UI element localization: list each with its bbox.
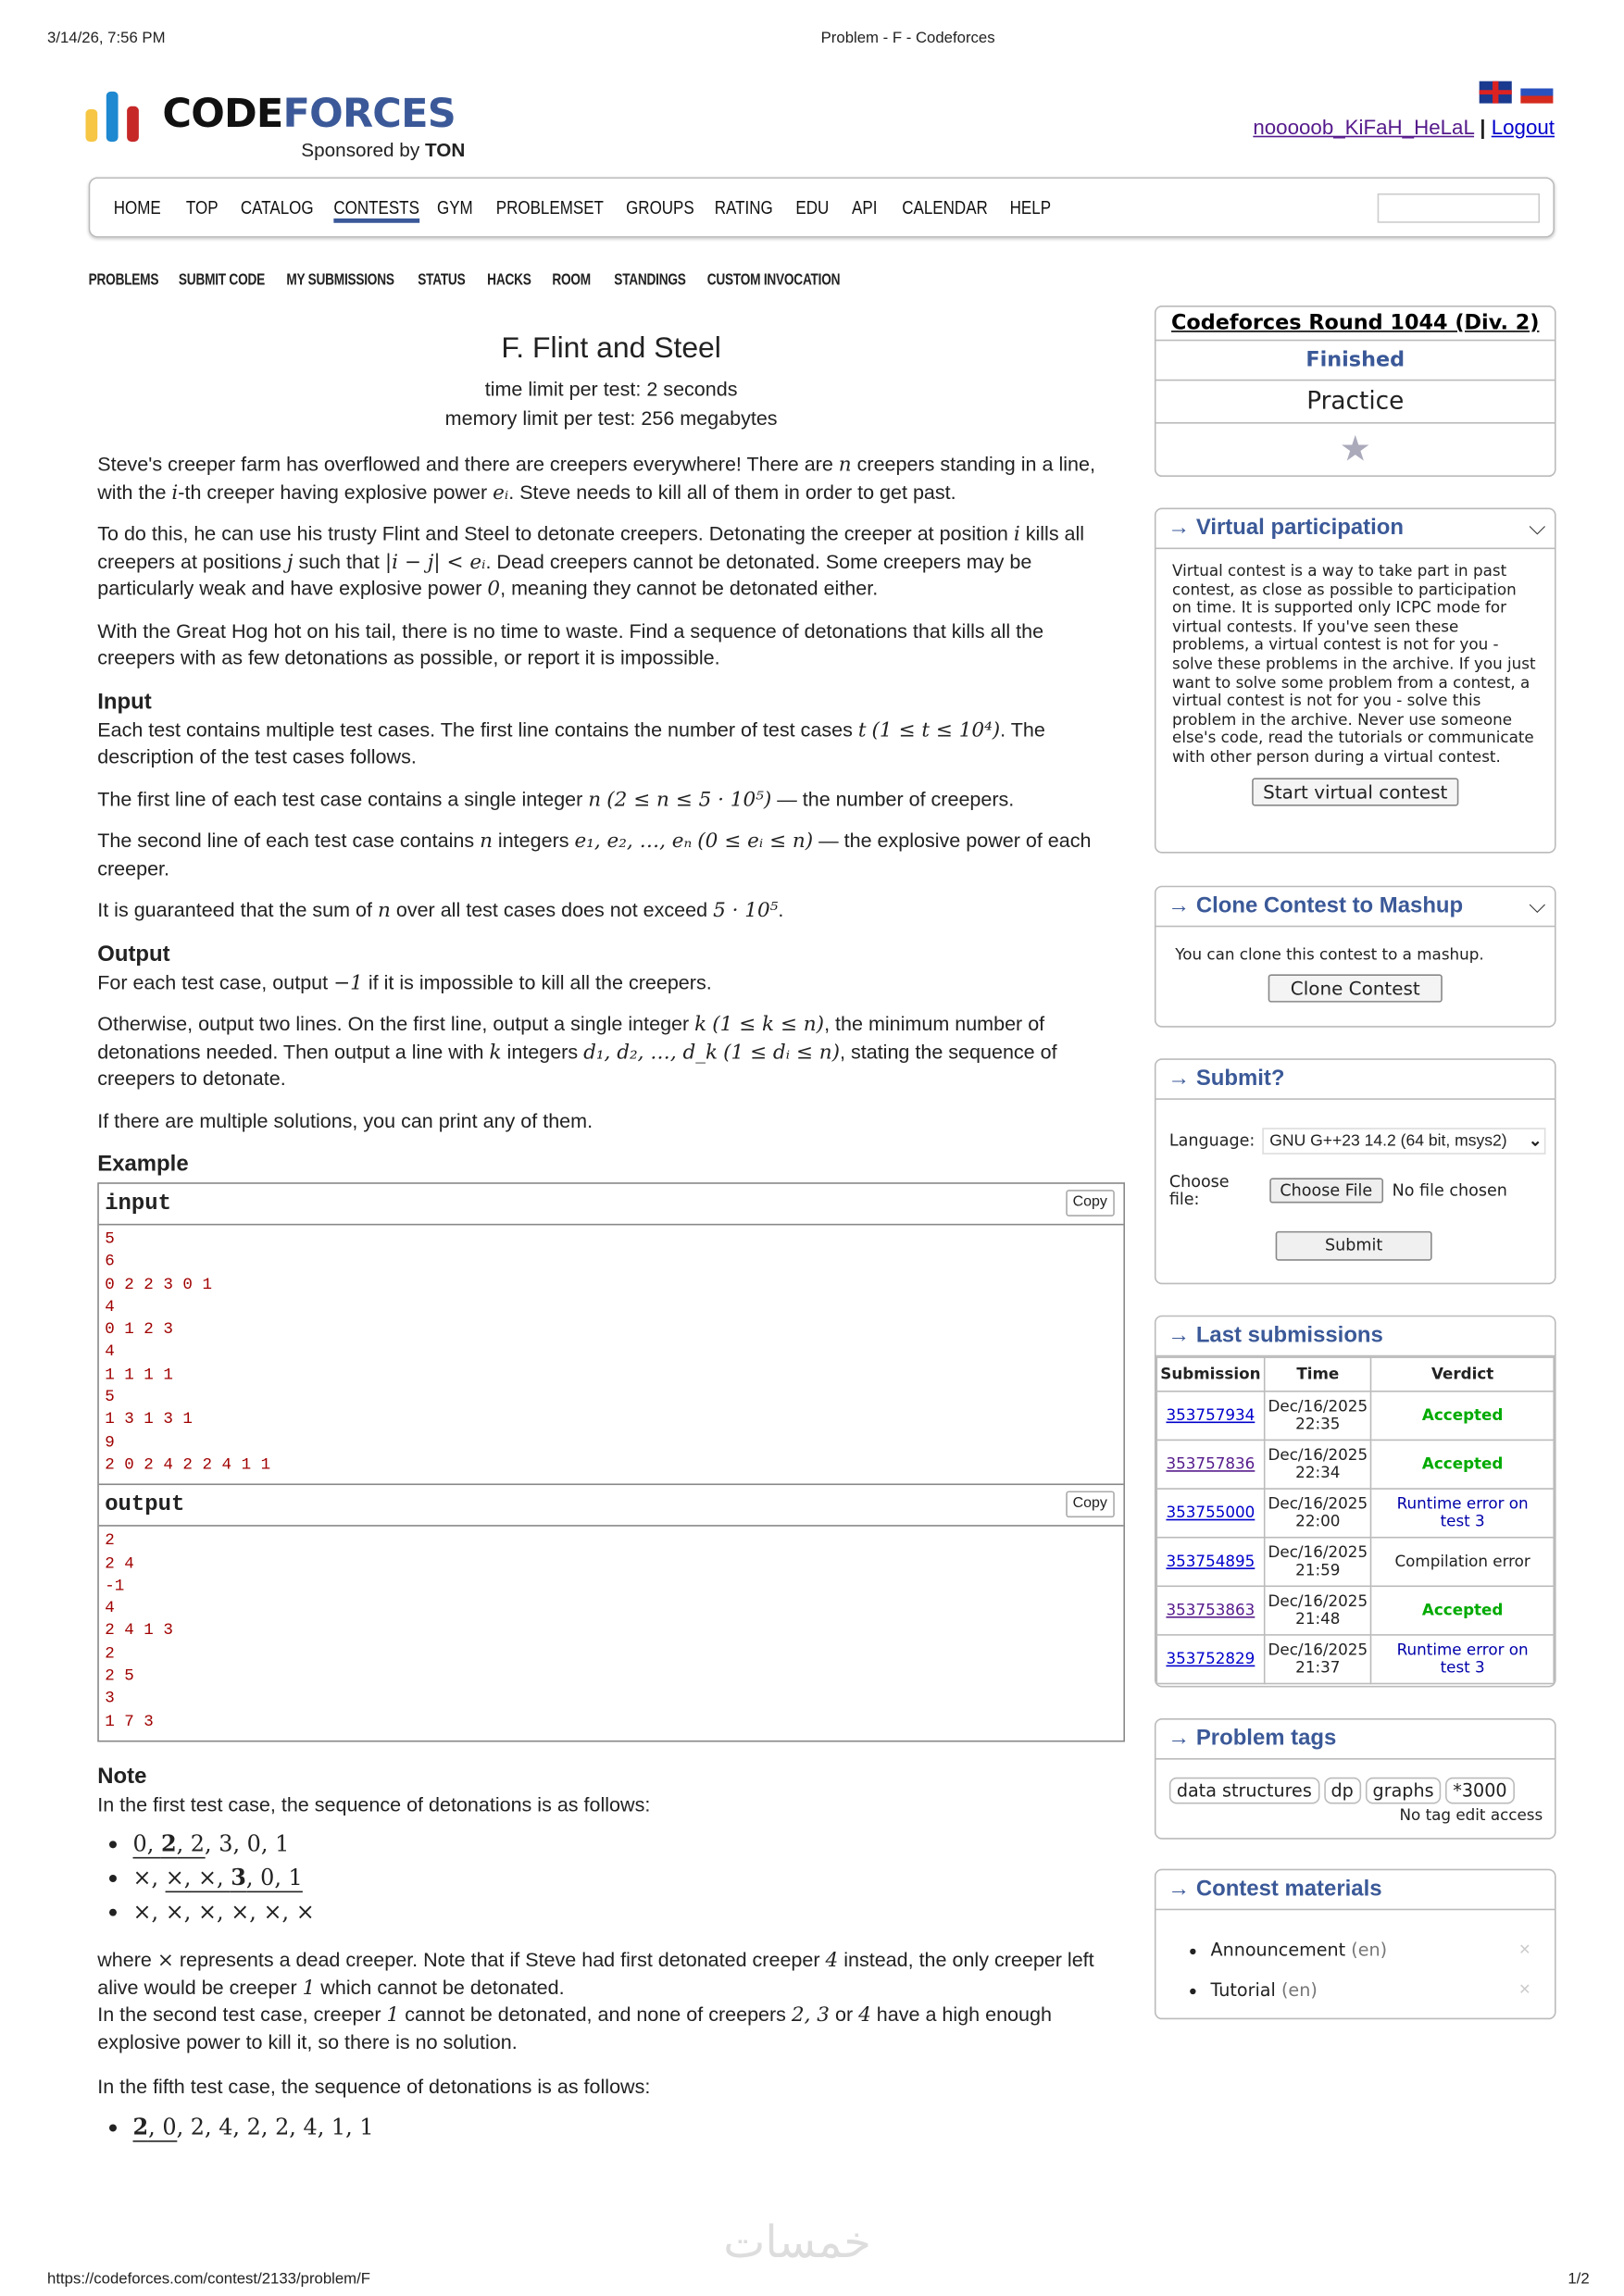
logo-wordmark: CODEFORCES (162, 91, 456, 138)
text-run: . The description of the test cases follows. (97, 718, 1045, 768)
text-run: instead, the only creeper left alive would be creeper (97, 1949, 1094, 1999)
close-icon[interactable]: ✕ (1518, 1942, 1531, 1959)
statement-paragraph (97, 969, 1125, 996)
tag-dp[interactable]: dp (1324, 1778, 1361, 1804)
verdict-acc: Accepted (1421, 1406, 1504, 1425)
math-expr: eᵢ (493, 480, 509, 505)
text-run: where (97, 1949, 157, 1972)
sequence-part: , 0 (148, 2114, 177, 2140)
submission-cell (1156, 1440, 1264, 1489)
virtual-text: Virtual contest is a way to take part in past contest, as close as possible to participation on time. It is supported only ICPC mode for virtual contests. If you've seen these problems, a virtual contest is not for you - solve these problems in the archive. If you just want to solve some problem from a contest, a virtual contest is not for you - solve this problem in the archive. Never use someone else's code, read the tutorials or communicate with other person during a virtual contest. (1172, 562, 1536, 767)
material-lang: (en) (1280, 1979, 1318, 2001)
input-heading: Input (97, 688, 152, 714)
text-run: creepers standing in a line, with the (97, 453, 1095, 503)
submissions-table (1156, 1356, 1555, 1684)
submission-link[interactable]: 353757836 (1166, 1454, 1255, 1473)
print-url: https://codeforces.com/contest/2133/problem/F (47, 2270, 370, 2289)
text-run: In the first test case, the sequence of detonations is as follows: (97, 1793, 651, 1816)
time-limit: time limit per test: 2 seconds (484, 378, 738, 401)
math-expr: j (286, 549, 294, 574)
time-cell (1265, 1586, 1372, 1635)
submission-link[interactable]: 353757934 (1166, 1406, 1255, 1425)
virtual-title: Virtual participation (1195, 515, 1404, 541)
math-expr: (0 ≤ eᵢ ≤ n) (697, 830, 814, 854)
search-input[interactable] (1378, 193, 1540, 223)
math-expr: t (857, 718, 867, 742)
contest-name-link[interactable]: Codeforces Round 1044 (Div. 2) (1171, 311, 1540, 335)
column-header: Time (1265, 1357, 1372, 1391)
main-menu (89, 177, 1555, 237)
last-submissions-box: → Last submissions Submission Time Verdict 353757934 Dec/16/2025 22:35 Accepted 353757836 Dec/16/2025 22:34 Accepted 353755000 Dec/16/2025 22:00 Runtime error on test 3 353754895 Dec/16/2025 21:59 Compilation error 353753863 Dec/16/2025 21:48 Accepted 353752829 Dec/16/2025 21:37 Runtime error on test 3 (1155, 1316, 1556, 1688)
problem-tags-box: → Problem tags data structures dp graphs *3000 No tag edit access (1155, 1718, 1556, 1840)
sample-output-header: output Copy (99, 1485, 1124, 1527)
close-icon[interactable]: ✕ (1518, 1982, 1531, 1999)
subnav-room[interactable]: ROOM (552, 271, 591, 290)
submission-cell (1156, 1391, 1264, 1441)
subnav-status[interactable]: STATUS (418, 271, 466, 290)
submit-box: → Submit? Language: GNU G++23 14.2 (64 bit, msys2) ⌄ Choose file: Choose File No file chosen Submit (1155, 1058, 1556, 1284)
submission-date: Dec/16/2025 (1268, 1641, 1368, 1659)
text-run: . (778, 899, 784, 921)
subnav-hacks[interactable]: HACKS (487, 271, 531, 290)
sample-line: -1 (105, 1578, 125, 1596)
print-page: 1/2 (1568, 2270, 1590, 2289)
text-run: kills all creepers at positions (97, 522, 1085, 572)
text-run: Steve's creeper farm has overflowed and there are creepers everywhere! There are (97, 453, 839, 476)
sample-line: 4 (105, 1343, 115, 1362)
sequence-part: 2 (132, 2114, 149, 2140)
sample-line: 2 (105, 1532, 115, 1551)
material-item (1210, 1931, 1555, 1971)
sample-line: 4 (105, 1298, 115, 1317)
text-run: integers (492, 830, 575, 853)
math-expr: n (480, 830, 493, 854)
math-expr: |i − j| < eᵢ (384, 549, 486, 574)
tag--3000[interactable]: *3000 (1445, 1778, 1514, 1804)
submission-cell (1156, 1635, 1264, 1684)
statement-paragraph (97, 897, 1125, 924)
submission-date: Dec/16/2025 (1268, 1591, 1368, 1610)
table-row (1156, 1440, 1554, 1489)
tag-graphs[interactable]: graphs (1366, 1778, 1442, 1804)
text-run: have a high enough explosive power to kill it, so there is no solution. (97, 2003, 1052, 2053)
choose-file-button[interactable]: Choose File (1269, 1178, 1382, 1203)
statement-paragraph (97, 521, 1125, 603)
column-header: Verdict (1371, 1357, 1554, 1391)
nav-help[interactable]: HELP (1009, 196, 1052, 218)
output-heading: Output (97, 941, 170, 967)
subnav-submit-code[interactable]: SUBMIT CODE (178, 271, 265, 290)
text-run: , the minimum number of detonations needed. Then output a line with (97, 1012, 1045, 1063)
table-row (1156, 1489, 1554, 1538)
language-value: GNU G++23 14.2 (64 bit, msys2) (1269, 1131, 1507, 1151)
problem-tags-title: Problem tags (1195, 1725, 1337, 1752)
statement-paragraph (97, 452, 1125, 506)
submission-cell (1156, 1586, 1264, 1635)
verdict-rte: Runtime error on test 3 (1396, 1641, 1529, 1678)
text-run: For each test case, output (97, 970, 334, 993)
text-run: With the Great Hog hot on his tail, there is no time to waste. Find a sequence of detonations that kills all the creepers with as few detonations as possible, or report it is impossible. (97, 618, 1044, 669)
submission-time: 22:35 (1295, 1416, 1341, 1434)
clone-title: Clone Contest to Mashup (1195, 892, 1464, 918)
sample-line: 2 (105, 1645, 115, 1664)
verdict-cell (1371, 1391, 1554, 1441)
watermark: خمسات (723, 2216, 871, 2269)
material-link[interactable]: Announcement (1210, 1940, 1346, 1961)
text-run: . Dead creepers cannot be detonated. Some creepers may be particularly weak and have explosive power (97, 549, 1032, 600)
sample-input (99, 1225, 1124, 1485)
nav-top[interactable]: TOP (185, 196, 219, 218)
verdict-acc: Accepted (1421, 1454, 1504, 1473)
print-title: Problem - F - Codeforces (820, 29, 995, 48)
star-icon[interactable]: ★ (1339, 428, 1371, 470)
verdict-cell (1371, 1489, 1554, 1538)
submission-date: Dec/16/2025 (1268, 1445, 1368, 1464)
sequence-part: 3 (231, 1865, 246, 1892)
submission-time: 22:00 (1295, 1513, 1341, 1531)
submission-date: Dec/16/2025 (1268, 1397, 1368, 1416)
verdict-cell (1371, 1635, 1554, 1684)
note-heading: Note (97, 1764, 147, 1790)
sample-line: 1 1 1 1 (105, 1366, 173, 1385)
text-run: integers (501, 1040, 584, 1063)
text-run: if it is impossible to kill all the creepers. (362, 970, 712, 993)
sequence-part: , 3, 0, 1 (205, 1830, 290, 1858)
verdict-acc: Accepted (1421, 1601, 1504, 1619)
text-run: or (830, 2003, 859, 2027)
math-expr: (1 ≤ dᵢ ≤ n) (723, 1040, 841, 1064)
math-expr: × (156, 1949, 174, 1973)
sample-line: 1 7 3 (105, 1713, 154, 1731)
last-submissions-title: Last submissions (1195, 1322, 1383, 1348)
column-header: Submission (1156, 1357, 1264, 1391)
text-run: cannot be detonated, and none of creepers (399, 2003, 792, 2027)
text-run: Otherwise, output two lines. On the first line, output a single integer (97, 1012, 695, 1035)
statement-paragraph (97, 1108, 1125, 1135)
submission-link[interactable]: 353754895 (1166, 1553, 1255, 1571)
material-item (1210, 1971, 1555, 2011)
sample-line: 0 2 2 3 0 1 (105, 1276, 213, 1294)
table-row (1156, 1586, 1554, 1635)
sample-input-header: input Copy (99, 1184, 1124, 1226)
file-label: Choose file: (1168, 1172, 1230, 1209)
sample-line: 5 (105, 1389, 115, 1407)
verdict-cell (1371, 1586, 1554, 1635)
time-cell (1265, 1391, 1372, 1441)
math-expr: 1 (386, 2003, 400, 2028)
sample-line: 5 (105, 1230, 115, 1249)
text-run: , meaning they cannot be detonated either. (500, 577, 879, 600)
user-links (0, 115, 1555, 139)
sequence-part: 0, (132, 1830, 161, 1858)
math-expr: n (588, 787, 602, 812)
sequence-part: , 2, 4, 2, 2, 4, 1, 1 (176, 2114, 374, 2140)
text-run: Each test contains multiple test cases. The first line contains the number of test cases (97, 718, 858, 741)
contest-mode: Practice (1156, 381, 1555, 423)
note-sequence-item (133, 2111, 1126, 2145)
subnav-custom-invocation[interactable]: CUSTOM INVOCATION (706, 271, 841, 290)
submission-date: Dec/16/2025 (1268, 1494, 1368, 1513)
math-expr: 4 (858, 2003, 871, 2028)
nav-groups[interactable]: GROUPS (626, 196, 694, 218)
nav-rating[interactable]: RATING (714, 196, 773, 218)
note-sequence-1 (97, 1828, 1125, 1930)
text-run: — the number of creepers. (771, 787, 1015, 810)
text-run: The first line of each test case contains a single integer (97, 787, 589, 810)
time-cell (1265, 1440, 1372, 1489)
material-link[interactable]: Tutorial (1210, 1979, 1276, 2001)
sample-line: 2 4 1 3 (105, 1623, 173, 1641)
text-run: . Steve needs to kill all of them in order to get past. (508, 480, 956, 503)
subnav-problems[interactable]: PROBLEMS (88, 271, 159, 290)
statement-paragraph (97, 829, 1125, 883)
problem-title: F. Flint and Steel (501, 331, 721, 365)
chevron-down-icon[interactable]: ⌵ (1529, 892, 1546, 918)
note-text (97, 1792, 1125, 1819)
statement-paragraph (97, 1011, 1125, 1092)
text-run: over all test cases does not exceed (390, 899, 714, 921)
math-expr: 4 (825, 1949, 839, 1973)
sample-line: 0 1 2 3 (105, 1321, 173, 1340)
statement-paragraph (97, 618, 1125, 672)
submit-button[interactable]: Submit (1276, 1231, 1432, 1261)
no-file-text: No file chosen (1392, 1180, 1507, 1201)
math-expr: (1 ≤ t ≤ 10⁴) (871, 718, 1001, 742)
math-expr: e₁, e₂, …, eₙ (574, 830, 693, 854)
copy-output-button[interactable]: Copy (1066, 1491, 1115, 1518)
english-flag-icon[interactable] (1480, 81, 1512, 104)
contest-phase: Finished (1156, 341, 1555, 381)
submission-time: 22:34 (1295, 1464, 1341, 1482)
text-run: In the fifth test case, the sequence of detonations is as follows: (97, 2076, 651, 2099)
math-expr: −1 (333, 970, 363, 994)
virtual-participation-box: → Virtual participation ⌵ Virtual contest is a way to take part in past contest, as close as possible to participation on time. It is supported only ICPC mode for virtual contests. If you've seen these problems, a virtual contest is not for you - solve these problems in the archive. If you just want to solve some problem from a contest, a virtual contest is not for you - solve this problem in the archive. Never use someone else's code, read the tutorials or communicate with other person during a virtual contest. Start virtual contest (1155, 508, 1556, 854)
math-expr: 0 (487, 577, 501, 601)
table-row (1156, 1391, 1554, 1441)
verdict-cell (1371, 1440, 1554, 1489)
note-sequence-item (133, 1828, 1126, 1863)
problem-statement (97, 325, 1125, 2163)
text-run: which cannot be detonated. (315, 1976, 565, 1999)
submission-time: 21:48 (1295, 1610, 1341, 1628)
text-run: It is guaranteed that the sum of (97, 899, 378, 921)
note-text (97, 2075, 1125, 2102)
submit-title: Submit? (1195, 1066, 1285, 1092)
nav-contests[interactable]: CONTESTS (333, 196, 419, 223)
clone-text: You can clone this contest to a mashup. (1175, 946, 1484, 965)
statement-paragraph (97, 786, 1125, 813)
text-run: If there are multiple solutions, you can print any of them. (97, 1109, 593, 1132)
separator: | (1480, 115, 1486, 139)
sample-output (99, 1527, 1124, 1741)
nav-home[interactable]: HOME (113, 196, 161, 218)
math-expr: (1 ≤ k ≤ n) (712, 1012, 825, 1037)
math-expr: i (171, 480, 179, 505)
sample-line: 3 (105, 1691, 115, 1709)
submission-time: 21:37 (1295, 1659, 1341, 1678)
text-run: represents a dead creeper. Note that if Steve had first detonated creeper (173, 1949, 826, 1972)
sample-line: 2 0 2 4 2 2 4 1 1 (105, 1456, 271, 1475)
submission-link[interactable]: 353752829 (1166, 1650, 1255, 1668)
language-label: Language: (1168, 1130, 1255, 1151)
submission-cell (1156, 1538, 1264, 1587)
clone-contest-box: → Clone Contest to Mashup ⌵ You can clone this contest to a mashup. Clone Contest (1155, 886, 1556, 1028)
math-expr: 1 (302, 1976, 316, 2001)
time-cell (1265, 1635, 1372, 1684)
time-cell (1265, 1489, 1372, 1538)
logout-link[interactable]: Logout (1491, 115, 1555, 139)
nav-gym[interactable]: GYM (436, 196, 473, 218)
note-text (97, 1948, 1125, 2003)
nav-edu[interactable]: EDU (795, 196, 830, 218)
contest-materials-title: Contest materials (1195, 1876, 1382, 1902)
sample-line: 2 4 (105, 1554, 134, 1574)
sequence-part: ×, ×, (165, 1865, 231, 1892)
sequence-part: , 2 (176, 1830, 206, 1858)
table-row (1156, 1635, 1554, 1684)
math-expr: n (838, 453, 852, 478)
chevron-down-icon: ⌄ (1528, 1131, 1543, 1151)
chevron-down-icon[interactable]: ⌵ (1529, 515, 1546, 541)
user-handle-link[interactable]: nooooob_KiFaH_HeLaL (1253, 115, 1475, 139)
submission-link[interactable]: 353755000 (1166, 1504, 1255, 1522)
text-run: , stating the sequence of creepers to detonate. (97, 1040, 1057, 1090)
sample-line: 1 3 1 3 1 (105, 1411, 193, 1430)
subnav-my-submissions[interactable]: MY SUBMISSIONS (286, 271, 394, 290)
note-sequence-item (133, 1896, 1126, 1930)
submission-date: Dec/16/2025 (1268, 1543, 1368, 1562)
sample-line: 2 5 (105, 1667, 134, 1686)
contest-info-box (1155, 306, 1556, 477)
russian-flag-icon[interactable] (1520, 81, 1553, 104)
math-expr: 5 · 10⁵ (713, 899, 779, 923)
nav-api[interactable]: API (852, 196, 878, 218)
language-select[interactable] (1262, 1128, 1545, 1154)
sequence-part: 2 (160, 1830, 177, 1858)
tag-edit-note: No tag edit access (1399, 1806, 1543, 1825)
sample-line: 9 (105, 1434, 115, 1453)
sequence-part: , 0, 1 (245, 1865, 303, 1892)
text-run: -th creeper having explosive power (178, 480, 493, 503)
submission-cell (1156, 1489, 1264, 1538)
note-text (97, 2003, 1125, 2057)
math-expr: d₁, d₂, …, d_k (583, 1040, 718, 1064)
table-row (1156, 1538, 1554, 1587)
sequence-part: ×, (132, 1865, 166, 1892)
verdict-rte: Runtime error on test 3 (1396, 1494, 1529, 1531)
text-run: — the explosive power of each creeper. (97, 830, 1092, 880)
sample-line: 4 (105, 1600, 115, 1618)
sample-test (97, 1182, 1125, 1741)
submission-link[interactable]: 353753863 (1166, 1601, 1255, 1619)
nav-catalog[interactable]: CATALOG (240, 196, 314, 218)
note-sequence-item (133, 1862, 1126, 1896)
memory-limit: memory limit per test: 256 megabytes (444, 407, 778, 430)
nav-calendar[interactable]: CALENDAR (902, 196, 988, 218)
time-cell (1265, 1538, 1372, 1587)
statement-paragraph (97, 717, 1125, 771)
math-expr: (2 ≤ n ≤ 5 · 10⁵) (606, 787, 772, 812)
verdict-cell (1371, 1538, 1554, 1587)
text-run: The second line of each test case contains (97, 830, 481, 853)
math-expr: n (377, 899, 391, 923)
math-expr: k (694, 1012, 707, 1037)
sponsor-text: Sponsored by TON (301, 138, 466, 161)
nav-problemset[interactable]: PROBLEMSET (495, 196, 604, 218)
start-virtual-contest-button[interactable]: Start virtual contest (1251, 778, 1459, 805)
submission-time: 21:59 (1295, 1561, 1341, 1580)
text-run: such that (293, 549, 385, 572)
tag-data-structures[interactable]: data structures (1169, 1778, 1319, 1804)
material-lang: (en) (1351, 1940, 1388, 1961)
math-expr: 2, 3 (791, 2003, 831, 2028)
print-date: 3/14/26, 7:56 PM (47, 29, 166, 48)
copy-input-button[interactable]: Copy (1066, 1190, 1115, 1217)
verdict-ce: Compilation error (1394, 1553, 1530, 1571)
math-expr: i (1013, 522, 1020, 546)
contest-materials-box: → Contest materials • Announcement (en) ✕ • Tutorial (en) ✕ (1155, 1869, 1556, 2020)
text-run: In the second test case, creeper (97, 2003, 387, 2027)
clone-contest-button[interactable]: Clone Contest (1268, 974, 1443, 1002)
example-heading: Example (97, 1151, 189, 1177)
sequence-part: ×, ×, ×, ×, ×, × (132, 1899, 315, 1926)
sample-line: 6 (105, 1254, 115, 1272)
note-sequence-2 (97, 2111, 1125, 2145)
subnav-standings[interactable]: STANDINGS (614, 271, 686, 290)
math-expr: k (489, 1040, 502, 1064)
text-run: To do this, he can use his trusty Flint and Steel to detonate creepers. Detonating the creeper at position (97, 522, 1014, 545)
